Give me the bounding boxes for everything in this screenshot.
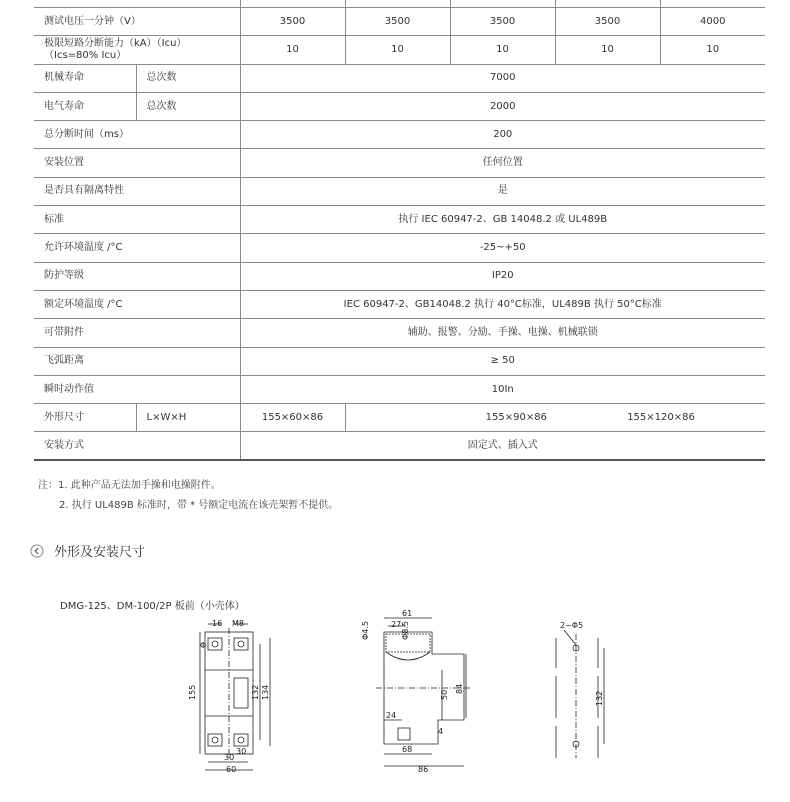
dim-label: 4: [438, 727, 444, 736]
dim-label: 68: [402, 745, 413, 754]
dim-label: 16: [212, 619, 223, 628]
table-row: [34, 36, 765, 64]
table-row: [34, 121, 765, 149]
chevron-left-circle-icon: [30, 544, 44, 558]
table-cell: IP20: [240, 262, 765, 290]
table-row: [34, 404, 765, 432]
section-heading: [30, 541, 145, 560]
dim-label: Φ8.5: [401, 620, 410, 640]
table-cell: IEC 60947-2、GB14048.2 执行 40°C标准，UL489B 执行 50°C标准: [240, 290, 765, 318]
row-label: 电气寿命: [34, 92, 136, 120]
table-row-top-fragment: [34, 0, 765, 8]
table-row: [34, 92, 765, 120]
table-row: [34, 234, 765, 262]
table-cell: 7000: [240, 64, 765, 92]
dim-label: 86: [418, 765, 429, 774]
row-sublabel: 总次数: [136, 92, 240, 120]
table-cell: 10: [555, 36, 660, 64]
dim-label: 27: [391, 620, 402, 629]
row-label: 测试电压一分钟（V）: [34, 8, 240, 36]
table-row: [34, 347, 765, 375]
row-label-line1: 极限短路分断能力（kA）（Icu）: [44, 37, 187, 49]
dim-label: Φ: [200, 641, 207, 650]
dim-label: 132: [251, 684, 260, 700]
table-cell: 3500: [450, 8, 555, 36]
table-cell: 200: [240, 121, 765, 149]
dim-label: 84: [455, 683, 464, 694]
table-row: [34, 290, 765, 318]
row-sublabel: 总次数: [136, 64, 240, 92]
dim-label: 60: [226, 765, 237, 774]
row-label: [34, 36, 240, 64]
table-cell: 固定式、插入式: [240, 432, 765, 460]
row-label: 瞬时动作值: [34, 375, 240, 403]
table-cell: 10: [450, 36, 555, 64]
table-cell: 2000: [240, 92, 765, 120]
dim-label: Φ4.5: [361, 620, 370, 640]
dim-label: 24: [386, 711, 397, 720]
dim-label: 30: [224, 753, 235, 762]
dim-label: 61: [402, 609, 413, 618]
table-cell: 155×60×86: [240, 404, 345, 432]
row-sublabel: L×W×H: [136, 404, 240, 432]
table-row: [34, 375, 765, 403]
table-row: [34, 149, 765, 177]
dimension-drawings: [0, 608, 790, 798]
table-cell: 155×90×86: [485, 411, 547, 423]
table-row: [34, 177, 765, 205]
row-label: 防护等级: [34, 262, 240, 290]
row-label: 安装位置: [34, 149, 240, 177]
notes: [38, 476, 338, 511]
table-cell: ≥ 50: [240, 347, 765, 375]
table-row: [34, 432, 765, 460]
note-1: 注：1. 此种产品无法加手操和电操附件。: [38, 480, 221, 491]
table-cell: 是: [240, 177, 765, 205]
row-label: 机械寿命: [34, 64, 136, 92]
row-label: 是否具有隔离特性: [34, 177, 240, 205]
table-cell: 10: [660, 36, 765, 64]
table-cell: 10In: [240, 375, 765, 403]
row-label: 外形尺寸: [34, 404, 136, 432]
dim-label: 2−Φ5: [560, 621, 584, 630]
table-row: [34, 262, 765, 290]
row-label: 标准: [34, 206, 240, 234]
row-label: 允许环境温度 /°C: [34, 234, 240, 262]
table-row: [34, 8, 765, 36]
row-label: 飞弧距离: [34, 347, 240, 375]
note-2: 2. 执行 UL489B 标准时，带 * 号额定电流在该壳架暂不提供。: [59, 500, 339, 511]
table-cell-split: [345, 404, 765, 432]
row-label: 安装方式: [34, 432, 240, 460]
table-cell: 155×120×86: [627, 411, 695, 423]
spec-table: [34, 0, 765, 461]
dim-label: M8: [232, 619, 244, 628]
table-cell: 3500: [240, 8, 345, 36]
table-cell: 任何位置: [240, 149, 765, 177]
table-cell: 3500: [345, 8, 450, 36]
table-row: [34, 206, 765, 234]
table-cell: 执行 IEC 60947-2、GB 14048.2 或 UL489B: [240, 206, 765, 234]
row-label: 可带附件: [34, 319, 240, 347]
dim-label: 132: [595, 690, 604, 706]
row-label-line2: （Ics=80% Icu）: [44, 49, 127, 61]
table-row: [34, 64, 765, 92]
dim-label: 155: [188, 684, 197, 700]
table-cell: 辅助、报警、分励、手操、电操、机械联锁: [240, 319, 765, 347]
dim-label: 30: [236, 747, 247, 756]
table-cell: 4000: [660, 8, 765, 36]
drawing-caption: DMG-125、DM-100/2P 板前（小壳体）: [60, 601, 245, 612]
table-cell: 10: [240, 36, 345, 64]
table-cell: 3500: [555, 8, 660, 36]
dim-label: 50: [440, 689, 449, 700]
row-label: 额定环境温度 /°C: [34, 290, 240, 318]
table-cell: 10: [345, 36, 450, 64]
table-cell: -25~+50: [240, 234, 765, 262]
row-label: 总分断时间（ms）: [34, 121, 240, 149]
table-row: [34, 319, 765, 347]
section-title: 外形及安装尺寸: [54, 545, 146, 560]
dim-label: 134: [261, 684, 270, 700]
